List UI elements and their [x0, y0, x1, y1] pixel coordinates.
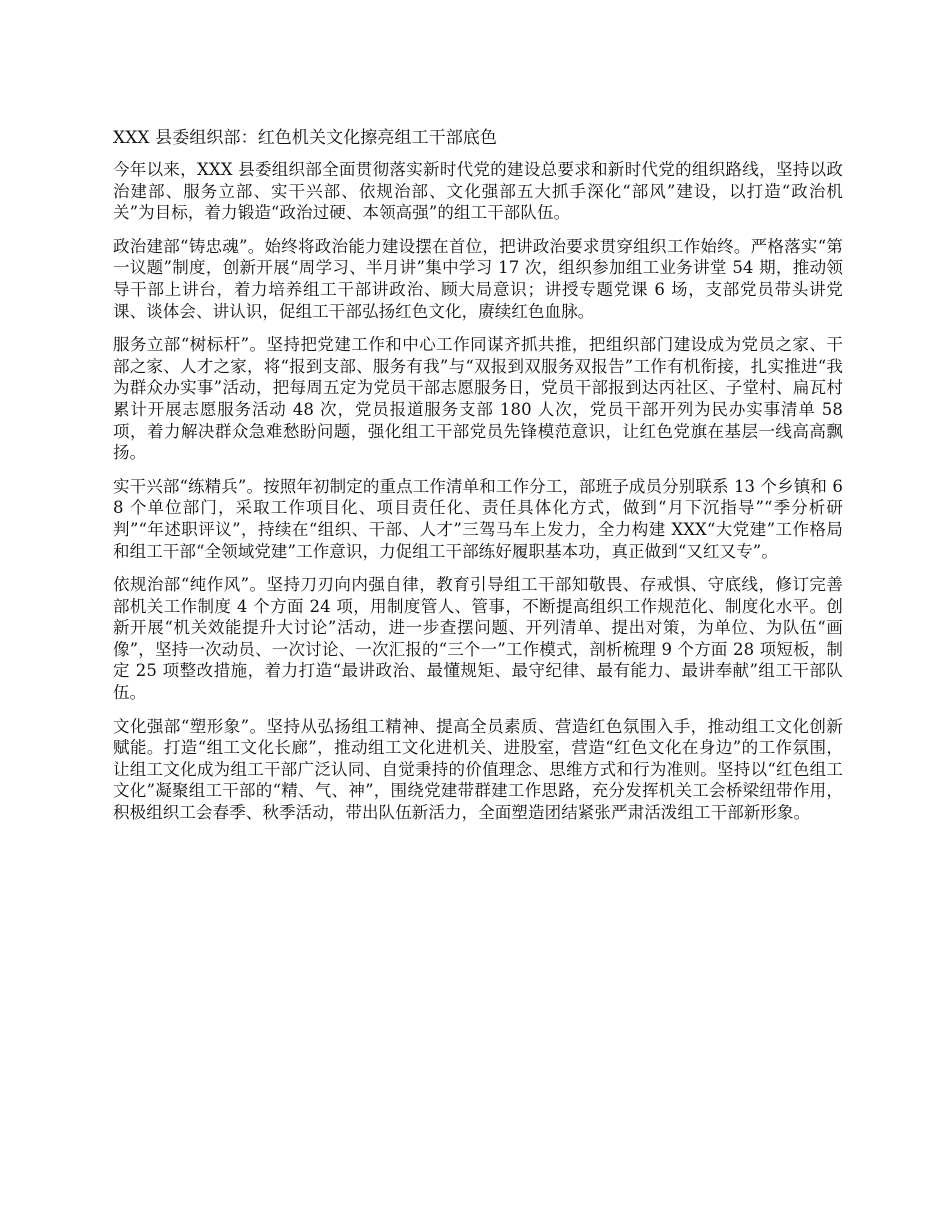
- paragraph-intro: 今年以来，XXX 县委组织部全面贯彻落实新时代党的建设总要求和新时代党的组织路线，坚持以政治建部、服务立部、实干兴部、依规治部、文化强部五大抓手深化“部风”建设，以打造“政治机关”为目标，着力锻造“政治过硬、本领高强”的组工干部队伍。: [113, 160, 843, 223]
- document-title: XXX 县委组织部：红色机关文化擦亮组工干部底色: [113, 128, 498, 148]
- document-body: [113, 127, 843, 836]
- paragraph-rule-of-law: 依规治部“纯作风”。坚持刀刃向内强自律，教育引导组工干部知敬畏、存戒惧、守底线，修订完善部机关工作制度 4 个方面 24 项，用制度管人、管事，不断提高组织工作规范化、制度化水平。创新开展“机关效能提升大讨论”活动，进一步查摆问题、开列清单、提出对策，为单位、为队伍“画像”，坚持一次动员、一次讨论、一次汇报的“三个一”工作模式，剖析梳理 9 个方面 28 项短板，制定 25 项整改措施，着力打造“最讲政治、最懂规矩、最守纪律、最有能力、最讲奉献”组工干部队伍。: [113, 575, 843, 703]
- paragraph-culture: 文化强部“塑形象”。坚持从弘扬组工精神、提高全员素质、营造红色氛围入手，推动组工文化创新赋能。打造“组工文化长廊”，推动组工文化进机关、进股室，营造“红色文化在身边”的工作氛围，让组工文化成为组工干部广泛认同、自觉秉持的价值理念、思维方式和行为准则。坚持以“红色组工文化”凝聚组工干部的“精、气、神”，围绕党建带群建工作思路，充分发挥机关工会桥梁纽带作用，积极组织工会春季、秋季活动，带出队伍新活力，全面塑造团结紧张严肃活泼组工干部新形象。: [113, 716, 843, 823]
- paragraph-service: 服务立部“树标杆”。坚持把党建工作和中心工作同谋齐抓共推，把组织部门建设成为党员之家、干部之家、人才之家，将“报到支部、服务有我”与“双报到双服务双报告”工作有机衔接，扎实推进“我为群众办实事”活动，把每周五定为党员干部志愿服务日，党员干部报到达丙社区、子堂村、扁瓦村累计开展志愿服务活动 48 次，党员报道服务支部 180 人次，党员干部开列为民办实事清单 58 项，着力解决群众急难愁盼问题，强化组工干部党员先锋模范意识，让红色党旗在基层一线高高飘扬。: [113, 335, 843, 463]
- paragraph-practical-work: 实干兴部“练精兵”。按照年初制定的重点工作清单和工作分工，部班子成员分别联系 13 个乡镇和 68 个单位部门，采取工作项目化、项目责任化、责任具体化方式，做到“月下沉指导”“季分析研判”“年述职评议”，持续在“组织、干部、人才”三驾马车上发力，全力构建 XXX“大党建”工作格局和组工干部“全领域党建”工作意识，力促组工干部练好履职基本功，真正做到“又红又专”。: [113, 476, 843, 561]
- paragraph-political-building: 政治建部“铸忠魂”。始终将政治能力建设摆在首位，把讲政治要求贯穿组织工作始终。严格落实“第一议题”制度，创新开展“周学习、半月讲”集中学习 17 次，组织参加组工业务讲堂 54 期，推动领导干部上讲台，着力培养组工干部讲政治、顾大局意识；讲授专题党课 6 场，支部党员带头讲党课、谈体会、讲认识，促组工干部弘扬红色文化，赓续红色血脉。: [113, 236, 843, 321]
